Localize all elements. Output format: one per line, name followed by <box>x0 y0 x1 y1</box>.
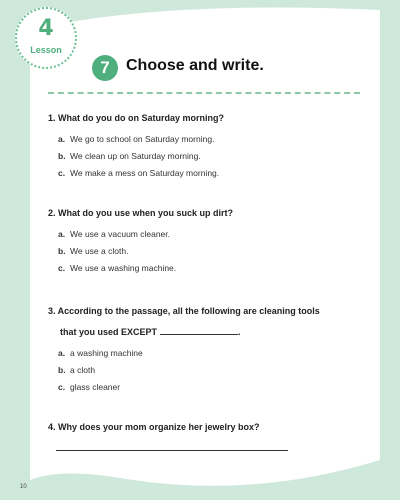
question-3-prompt-text: that you used EXCEPT <box>60 327 158 337</box>
option-text: We make a mess on Saturday morning. <box>70 168 220 178</box>
option-letter: b. <box>58 246 66 256</box>
question-3-prompt-line-2 <box>60 326 241 337</box>
question-3-option-c[interactable] <box>58 382 120 392</box>
page-title: Choose and write. <box>126 57 264 74</box>
option-letter: c. <box>58 263 66 273</box>
option-text: We use a vacuum cleaner. <box>70 229 171 239</box>
option-letter: b. <box>58 151 66 161</box>
option-text: We use a washing machine. <box>70 263 177 273</box>
question-3-prompt-line-1: 3. According to the passage, all the following are cleaning tools <box>48 306 320 316</box>
question-2-option-b[interactable] <box>58 246 128 256</box>
lesson-label: Lesson <box>30 45 62 55</box>
question-2-option-a[interactable] <box>58 229 170 239</box>
question-1-prompt: 1. What do you do on Saturday morning? <box>48 113 224 123</box>
answer-blank[interactable] <box>160 326 238 335</box>
option-letter: b. <box>58 365 66 375</box>
activity-number-badge: 7 <box>92 55 118 81</box>
question-3-option-b[interactable] <box>58 365 95 375</box>
page-number: 10 <box>20 484 27 490</box>
option-text: We go to school on Saturday morning. <box>70 134 215 144</box>
question-3-period: . <box>238 327 241 337</box>
question-1-option-a[interactable] <box>58 134 214 144</box>
option-letter: c. <box>58 382 66 392</box>
answer-line[interactable] <box>56 450 288 451</box>
question-3-option-a[interactable] <box>58 348 143 358</box>
option-text: a cloth <box>70 365 96 375</box>
dashed-divider <box>48 92 360 94</box>
option-text: a washing machine <box>70 348 143 358</box>
option-letter: a. <box>58 348 66 358</box>
option-text: glass cleaner <box>70 382 121 392</box>
option-letter: c. <box>58 168 66 178</box>
option-letter: a. <box>58 229 66 239</box>
question-4-prompt: 4. Why does your mom organize her jewelry box? <box>48 422 260 432</box>
lesson-badge <box>15 7 77 69</box>
option-text: We clean up on Saturday morning. <box>70 151 201 161</box>
question-1-option-b[interactable] <box>58 151 201 161</box>
lesson-number: 4 <box>38 16 54 41</box>
question-2-prompt: 2. What do you use when you suck up dirt? <box>48 208 234 218</box>
option-letter: a. <box>58 134 66 144</box>
question-2-option-c[interactable] <box>58 263 176 273</box>
question-1-option-c[interactable] <box>58 168 219 178</box>
option-text: We use a cloth. <box>70 246 129 256</box>
